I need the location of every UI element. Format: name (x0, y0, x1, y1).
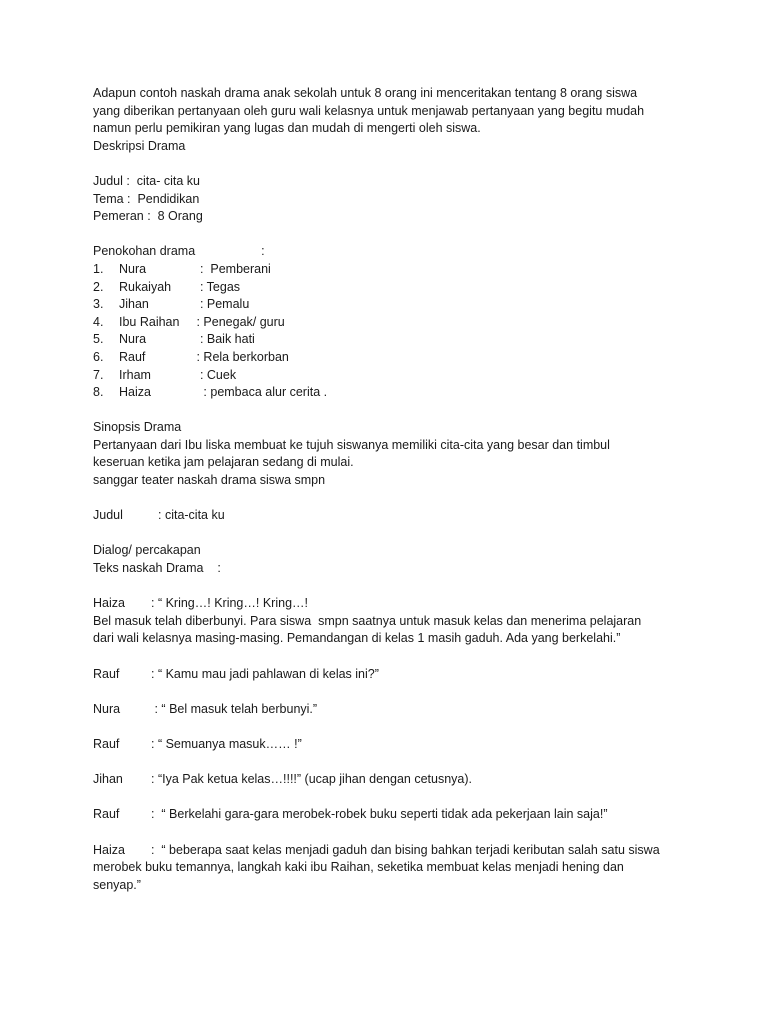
document-page (93, 85, 733, 894)
dialog-line: Jihan : “Iya Pak ketua kelas…!!!!” (ucap jihan dengan cetusnya). (93, 771, 733, 789)
synopsis-line: keseruan ketika jam pelajaran sedang di mulai. (93, 455, 354, 470)
meta-judul: Judul : cita- cita ku (93, 173, 200, 188)
dialog-text: : “ beberapa saat kelas menjadi gaduh dan bising bahkan terjadi keributan salah satu siswa (151, 842, 660, 857)
dialog-line: Nura : “ Bel masuk telah berbunyi.” (93, 701, 733, 719)
list-item: 4. Ibu Raihan : Penegak/ guru (93, 314, 285, 329)
synopsis-line: sanggar teater naskah drama siswa smpn (93, 473, 326, 488)
dialog-heading-line: Teks naskah Drama : (93, 561, 221, 576)
cast-list (93, 261, 733, 402)
speaker-name: Rauf (93, 807, 120, 822)
list-item: 3. Jihan : Pemalu (93, 297, 250, 312)
section-heading-deskripsi: Deskripsi Drama (93, 138, 186, 153)
speaker-name: Rauf (93, 736, 120, 751)
dialog-opening (93, 595, 733, 648)
dialog-heading-line: Dialog/ percakapan (93, 543, 201, 558)
cast-heading: Penokohan drama : (93, 244, 265, 259)
intro-paragraph (93, 85, 733, 155)
speaker-name: Haiza (93, 596, 125, 611)
meta-pemeran: Pemeran : 8 Orang (93, 209, 203, 224)
list-item: 2. Rukaiyah : Tegas (93, 279, 241, 294)
intro-line: Adapun contoh naskah drama anak sekolah untuk 8 orang ini menceritakan tentang 8 orang siswa (93, 86, 638, 100)
speaker-name: Jihan (93, 772, 123, 787)
dialog-heading (93, 542, 733, 577)
dialog-text: Bel masuk telah diberbunyi. Para siswa smpn saatnya untuk masuk kelas dan menerima pelajaran dari wali kelasnya masing-masing. Pemandangan di kelas 1 masih gaduh. Ada yang berkelahi.” (93, 613, 642, 646)
dialog-line: Rauf : “ Kamu mau jadi pahlawan di kelas ini?” (93, 666, 733, 684)
list-item: 7. Irham : Cuek (93, 367, 237, 382)
dialog-line: Rauf : “ Semuanya masuk…… !” (93, 736, 733, 754)
speaker-name: Haiza (93, 842, 125, 857)
dialog-line: Rauf : “ Berkelahi gara-gara merobek-robek buku seperti tidak ada pekerjaan lain saja!” (93, 806, 733, 824)
list-item: 8. Haiza : pembaca alur cerita . (93, 385, 328, 400)
speaker-name: Rauf (93, 666, 120, 681)
intro-line: namun perlu pemikiran yang lugas dan mudah di mengerti oleh siswa. (93, 121, 481, 136)
list-item: 6. Rauf : Rela berkorban (93, 349, 289, 364)
drama-meta (93, 173, 733, 226)
list-item: 1. Nura : Pemberani (93, 261, 271, 276)
dialog-closing (93, 842, 733, 895)
dialog-text: : “ Kring…! Kring…! Kring…! (151, 596, 308, 611)
meta-tema: Tema : Pendidikan (93, 191, 200, 206)
dialog-text: merobek buku temannya, langkah kaki ibu Raihan, seketika membuat kelas menjadi hening dan senyap.” (93, 860, 624, 892)
synopsis-line: Pertanyaan dari Ibu liska membuat ke tujuh siswanya memiliki cita-cita yang besar dan timbul (93, 437, 610, 452)
list-item: 5. Nura : Baik hati (93, 332, 255, 347)
intro-line: yang diberikan pertanyaan oleh guru wali kelasnya untuk menjawab pertanyaan yang begitu mudah (93, 103, 645, 118)
synopsis-section (93, 419, 733, 489)
section-heading-sinopsis: Sinopsis Drama (93, 420, 182, 435)
judul-line: Judul : cita-cita ku (93, 508, 225, 523)
speaker-name: Nura (93, 701, 121, 716)
